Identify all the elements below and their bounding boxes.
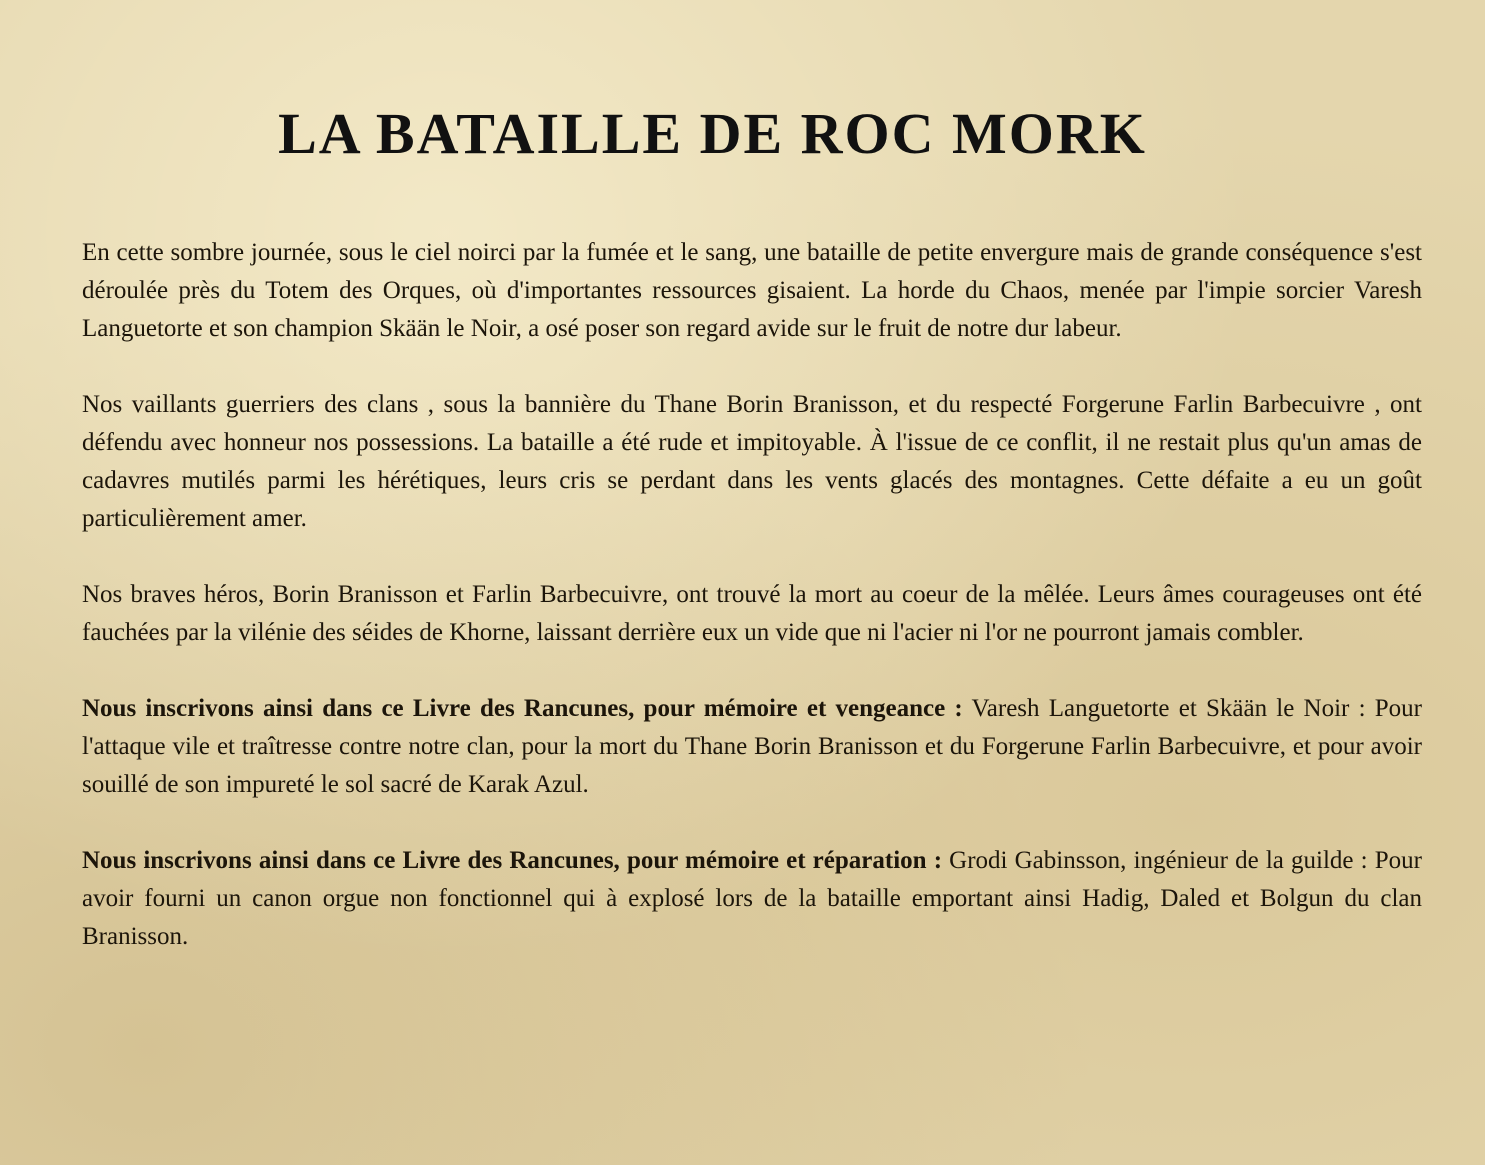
- grudge-heading: Nous inscrivons ainsi dans ce Livre des Rancunes, pour mémoire et vengeance :: [82, 695, 963, 722]
- grudge-text: Varesh Languetorte et Skään le Noir : Pour l'attaque vile et traîtresse contre notre clan, pour la mort du Thane Borin Branisson et du Forgerune Farlin Barbecuivre, et pour avoir souillé de son impureté le sol sacré de Karak Azul.: [82, 695, 1422, 798]
- chronicle-body: [82, 234, 1422, 994]
- paragraph-heroes: Nos braves héros, Borin Branisson et Farlin Barbecuivre, ont trouvé la mort au coeur de la mêlée. Leurs âmes courageuses ont été fauchées par la vilénie des séides de Khorne, laissant derrière eux un vide que ni l'acier ni l'or ne pourront jamais combler.: [82, 581, 1422, 646]
- paragraph-intro: En cette sombre journée, sous le ciel noirci par la fumée et le sang, une bataille de petite envergure mais de grande conséquence s'est déroulée près du Totem des Orques, où d'importantes ressources gisaient. La horde du Chaos, menée par l'impie sorcier Varesh Languetorte et son champion Skään le Noir, a osé poser son regard avide sur le fruit de notre dur labeur.: [82, 239, 1422, 342]
- grudge-entry-reparation: [82, 842, 1422, 956]
- grudge-entry-vengeance: [82, 690, 1422, 804]
- grudge-heading: Nous inscrivons ainsi dans ce Livre des Rancunes, pour mémoire et réparation :: [82, 847, 943, 874]
- page-title: LA BATAILLE DE ROC MORK: [278, 101, 1147, 166]
- grudge-text: Grodi Gabinsson, ingénieur de la guilde : Pour avoir fourni un canon orgue non fonctionnel qui à explosé lors de la bataille emportant ainsi Hadig, Daled et Bolgun du clan Branisson.: [82, 847, 1422, 950]
- paragraph-defense: Nos vaillants guerriers des clans , sous la bannière du Thane Borin Branisson, et du respecté Forgerune Farlin Barbecuivre , ont défendu avec honneur nos possessions. La bataille a été rude et impitoyable. À l'issue de ce conflit, il ne restait plus qu'un amas de cadavres mutilés parmi les hérétiques, leurs cris se perdant dans les vents glacés des montagnes. Cette défaite a eu un goût particulièrement amer.: [82, 391, 1422, 532]
